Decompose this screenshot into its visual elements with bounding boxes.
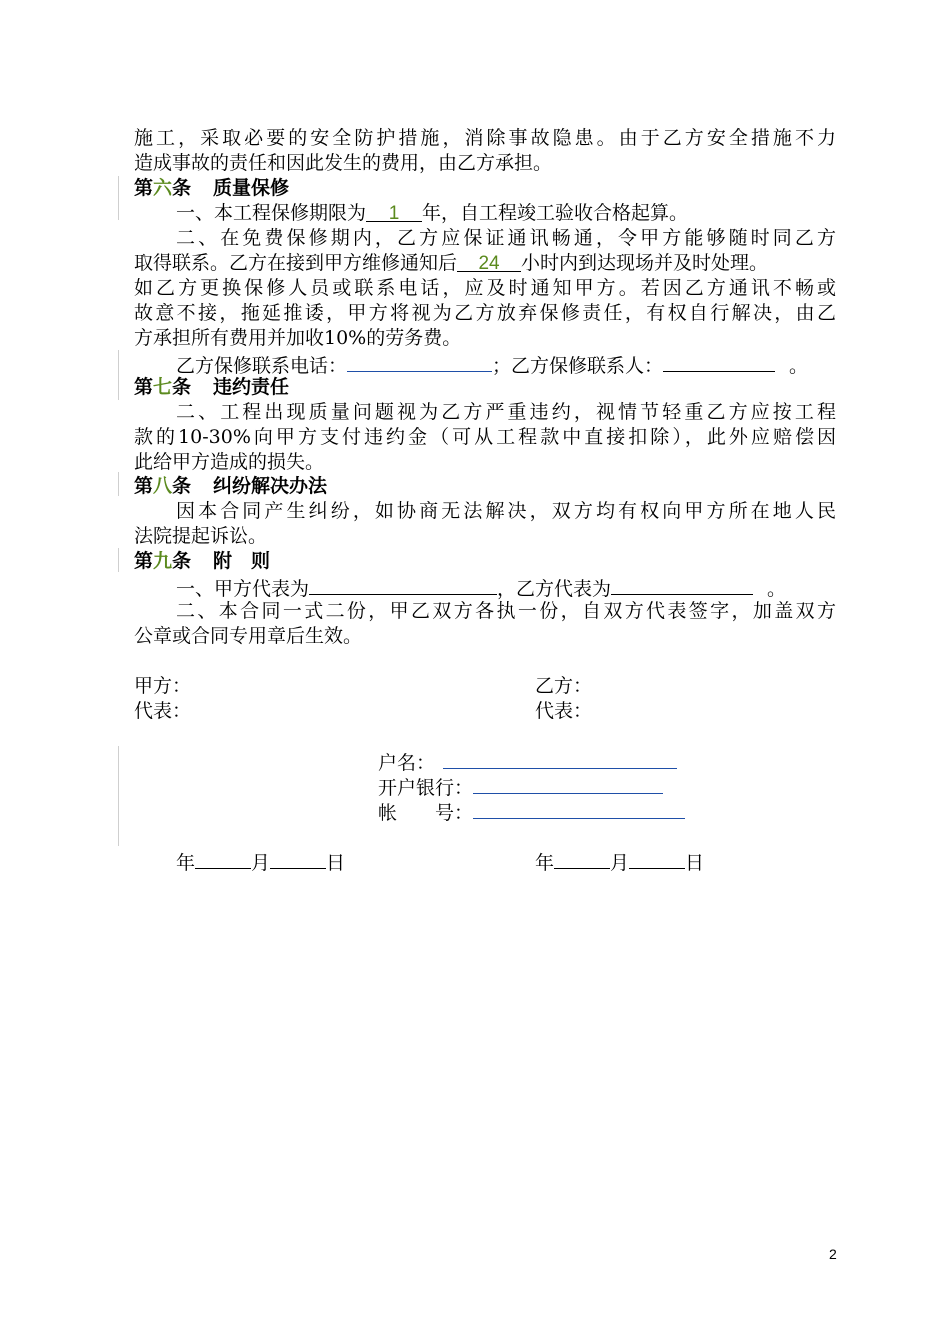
bank-blank[interactable]: [473, 773, 663, 794]
contact-blank[interactable]: [663, 351, 775, 372]
clause-7-line: 二、工程出现质量问题视为乙方严重违约，视情节轻重乙方应按工程: [176, 401, 836, 423]
account-number-row: 帐 号：: [378, 798, 685, 826]
party-b-label: 乙方：: [535, 675, 593, 697]
paragraph-line: 造成事故的责任和因此发生的费用，由乙方承担。: [134, 152, 553, 174]
revision-bar: [118, 176, 119, 220]
clause-8-line: 因本合同产生纠纷，如协商无法解决，双方均有权向甲方所在地人民: [176, 500, 836, 522]
paragraph-line: 施工，采取必要的安全防护措施，消除事故隐患。由于乙方安全措施不力: [134, 127, 836, 149]
section-heading-8: 第八条 纠纷解决办法: [134, 475, 328, 497]
month-blank[interactable]: [195, 848, 251, 869]
date-b: 年 月 日: [535, 848, 704, 876]
page-number: 2: [829, 1246, 837, 1262]
clause-9-2-line: 二、本合同一式二份，甲乙双方各执一份，自双方代表签字，加盖双方: [176, 600, 836, 622]
rep-a-label: 代表：: [134, 700, 192, 722]
party-a-rep-blank[interactable]: [309, 574, 497, 595]
section-heading-6: 第六条 质量保修: [134, 177, 290, 199]
clause-8-line: 法院提起诉讼。: [134, 525, 268, 547]
party-b-rep-blank[interactable]: [611, 574, 753, 595]
account-name-blank[interactable]: [443, 748, 677, 769]
party-a-label: 甲方：: [134, 675, 192, 697]
clause-6-2-line: 二、在免费保修期内，乙方应保证通讯畅通，令甲方能够随时同乙方: [176, 227, 836, 249]
revision-bar: [118, 548, 119, 572]
account-name-row: 户名：: [378, 748, 677, 776]
day-blank[interactable]: [270, 848, 326, 869]
clause-7-line: 款的10-30%向甲方支付违约金（可从工程款中直接扣除），此外应赔偿因: [134, 426, 836, 448]
date-a: 年 月 日: [176, 848, 345, 876]
section-heading-9: 第九条 附 则: [134, 550, 271, 572]
month-blank[interactable]: [554, 848, 610, 869]
clause-6-2-line: 取得联系。乙方在接到甲方维修通知后 24 小时内到达现场并及时处理。: [134, 252, 769, 274]
clause-6-2-line: 方承担所有费用并加收10%的劳务费。: [134, 327, 462, 349]
clause-6-2-line: 如乙方更换保修人员或联系电话，应及时通知甲方。若因乙方通讯不畅或: [134, 277, 836, 299]
day-blank[interactable]: [629, 848, 685, 869]
account-number-blank[interactable]: [473, 798, 685, 819]
revision-bar: [118, 746, 119, 846]
clause-7-line: 此给甲方造成的损失。: [134, 451, 325, 473]
clause-9-1: 一、甲方代表为 ，乙方代表为 。: [176, 574, 786, 602]
rep-b-label: 代表：: [535, 700, 593, 722]
phone-blank[interactable]: [347, 351, 492, 372]
bank-row: 开户银行：: [378, 773, 663, 801]
revision-bar: [118, 472, 119, 496]
clause-6-2-line: 故意不接，拖延推诿，甲方将视为乙方放弃保修责任，有权自行解决，由乙: [134, 302, 836, 324]
clause-9-2-line: 公章或合同专用章后生效。: [134, 625, 363, 647]
revision-bar: [118, 350, 119, 400]
section-heading-7: 第七条 违约责任: [134, 376, 290, 398]
clause-6-1: 一、本工程保修期限为 1 年，自工程竣工验收合格起算。: [176, 202, 689, 224]
clause-6-3: 乙方保修联系电话： ；乙方保修联系人： 。: [176, 351, 808, 379]
